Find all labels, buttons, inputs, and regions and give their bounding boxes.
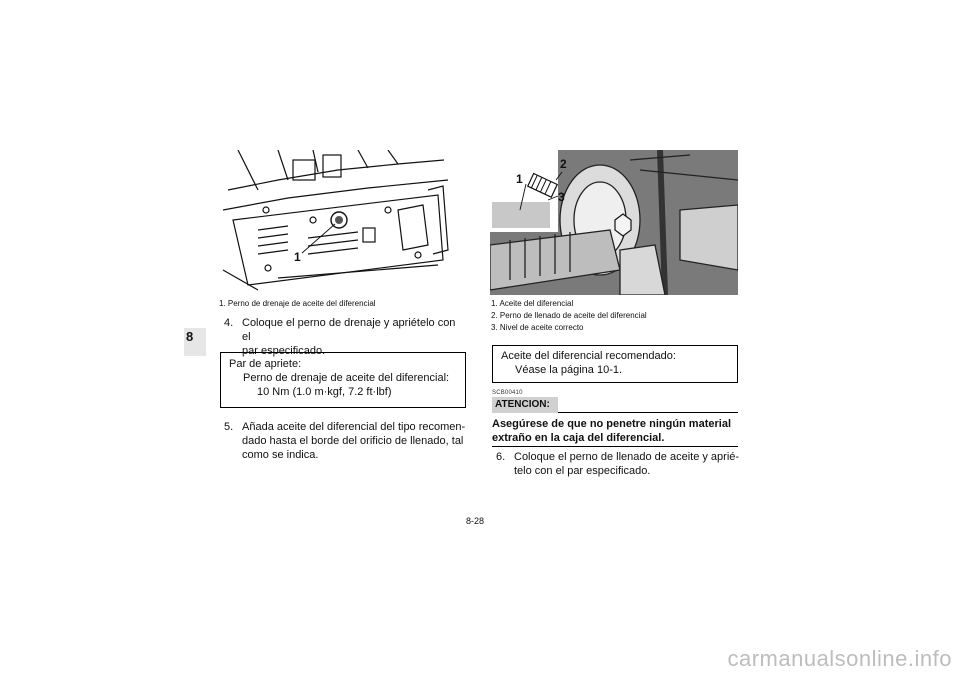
step-5-line-3: como se indica. [242, 449, 319, 461]
right-caption-item-2 [491, 310, 647, 322]
page-number: 8-28 [466, 516, 485, 526]
right-caption-text-2: Perno de llenado de aceite del diferencial [499, 311, 647, 320]
right-figure-callout-3: 3 [558, 190, 565, 204]
oil-spec-label: Aceite del diferencial recomendado: [501, 350, 676, 362]
caution-code: SCB00410 [492, 390, 523, 396]
oil-spec-box [492, 345, 738, 383]
left-caption-num: 1. [219, 299, 226, 308]
left-figure-caption [219, 298, 376, 310]
step-6-line-2: telo con el par especificado. [514, 465, 651, 477]
step-6-line-1: Coloque el perno de llenado de aceite y aprié- [514, 451, 740, 463]
torque-value: 10 Nm (1.0 m·kgf, 7.2 ft·lbf) [257, 386, 392, 398]
step-5 [224, 420, 468, 462]
watermark: carmanualsonline.info [727, 646, 952, 671]
step-4-line-2: par especificado. [242, 345, 326, 357]
right-caption-item-3 [491, 322, 647, 334]
right-figure-fill-bolt [490, 150, 738, 295]
oil-spec-reference: Véase la página 10-1. [515, 364, 623, 376]
right-caption-text-1: Aceite del diferencial [499, 299, 574, 308]
left-caption-text: Perno de drenaje de aceite del diferencial [227, 299, 376, 308]
right-caption-num-1: 1. [491, 299, 498, 308]
torque-spec-box [220, 352, 466, 408]
left-figure-illustration [218, 150, 454, 295]
step-6-number: 6. [496, 451, 506, 463]
step-6 [496, 450, 740, 478]
caution-label: ATENCION: [492, 397, 558, 413]
caution-line-2: extraño en la caja del diferencial. [492, 432, 665, 444]
step-4-line-1: Coloque el perno de drenaje y apriételo con el [242, 317, 456, 343]
caution-header [492, 397, 738, 413]
step-5-number: 5. [224, 421, 234, 433]
right-caption-item-1 [491, 298, 647, 310]
chapter-number: 8 [186, 329, 194, 344]
right-figure-caption [491, 298, 647, 334]
caution-line-1: Asegúrese de que no penetre ningún material [492, 418, 731, 430]
right-caption-num-3: 3. [491, 323, 498, 332]
left-figure-drain-bolt [218, 150, 454, 295]
left-figure-callout-1: 1 [294, 250, 301, 264]
step-5-line-1: Añada aceite del diferencial del tipo recomen- [242, 421, 466, 433]
right-figure-callout-2: 2 [560, 157, 567, 171]
step-5-line-2: dado hasta el borde del orificio de llenado, tal [242, 435, 464, 447]
caution-bottom-rule [492, 446, 738, 447]
right-caption-num-2: 2. [491, 311, 498, 320]
caution-text [492, 417, 738, 445]
step-4-number: 4. [224, 317, 234, 329]
torque-label: Par de apriete: [229, 358, 302, 370]
torque-item: Perno de drenaje de aceite del diferencial: [243, 372, 450, 384]
right-figure-callout-1: 1 [516, 172, 523, 186]
right-caption-text-3: Nivel de aceite correcto [499, 323, 584, 332]
caution-rule [558, 412, 738, 413]
right-figure-illustration [490, 150, 738, 295]
